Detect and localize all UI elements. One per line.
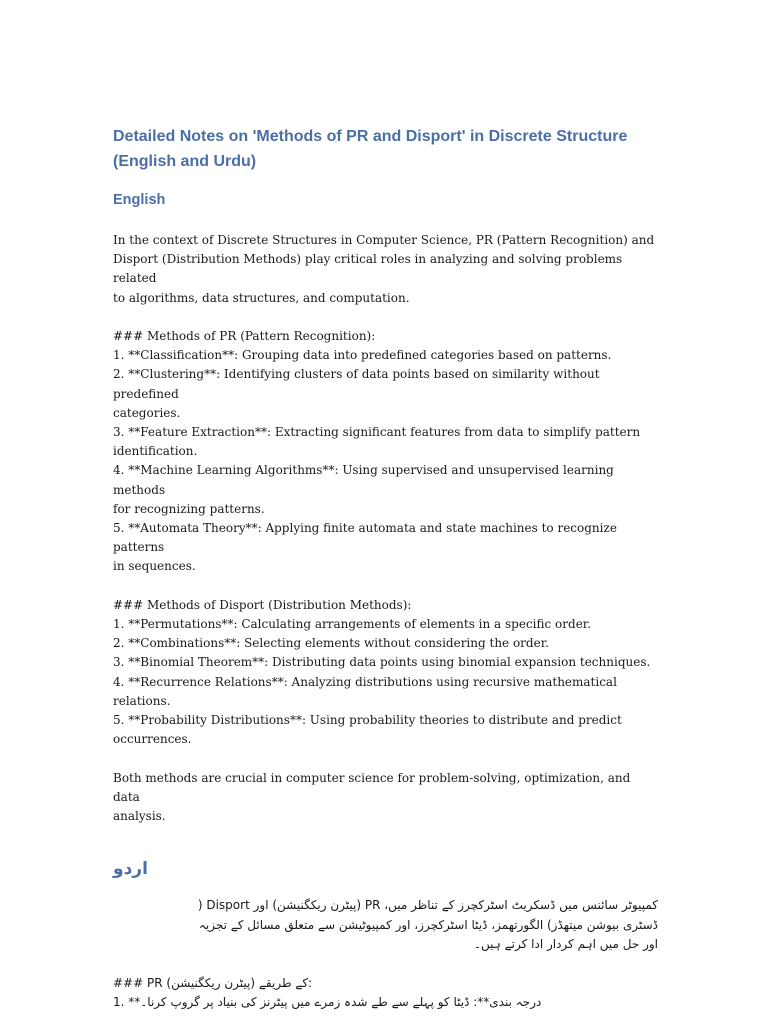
list-item: 5. **Automata Theory**: Applying finite automata and state machines to recognize patterns <box>113 521 617 555</box>
list-item-continuation: in sequences. <box>113 559 196 574</box>
text-line: Both methods are crucial in computer science for problem-solving, optimization, and data <box>113 770 631 804</box>
intro-paragraph <box>113 231 658 308</box>
document-title-line-2: (English and Urdu) <box>113 153 257 170</box>
list-item: 3. **Binomial Theorem**: Distributing data points using binomial expansion techniques. <box>113 655 651 670</box>
list-item-continuation: for recognizing patterns. <box>113 501 265 516</box>
list-item: 2. **Combinations**: Selecting elements without considering the order. <box>113 636 549 651</box>
list-item: 1. **Classification**: Grouping data into predefined categories based on patterns. <box>113 348 612 363</box>
text-line: In the context of Discrete Structures in Computer Science, PR (Pattern Recognition) and <box>113 233 655 247</box>
urdu-intro-paragraph <box>113 896 658 955</box>
text-line: Disport (Distribution Methods) play critical roles in analyzing and solving problems related <box>113 252 623 286</box>
section-heading: ### Methods of Disport (Distribution Methods): <box>113 597 412 612</box>
list-item: 4. **Recurrence Relations**: Analyzing distributions using recursive mathematical <box>113 674 617 689</box>
section-heading: ### Methods of PR (Pattern Recognition): <box>113 329 376 343</box>
document-page <box>113 124 658 1013</box>
disport-methods-section <box>113 596 658 750</box>
list-item-continuation: occurrences. <box>113 732 192 747</box>
list-item: 2. **Clustering**: Identifying clusters of data points based on similarity without predefined <box>113 367 600 401</box>
urdu-text-line: کمپیوٹر سائنس میں ڈسکریٹ اسٹرکچرز کے تناظر میں، PR (پیٹرن ریکگنیشن) اور Disport ( <box>197 898 658 913</box>
document-title-line-1: Detailed Notes on 'Methods of PR and Disport' in Discrete Structure <box>113 128 628 145</box>
english-heading: English <box>113 192 166 208</box>
list-item: 5. **Probability Distributions**: Using probability theories to distribute and predict <box>113 713 622 728</box>
text-line: analysis. <box>113 809 166 824</box>
conclusion-paragraph <box>113 769 658 827</box>
list-item-continuation: identification. <box>113 444 198 459</box>
urdu-text-line: ڈسٹری بیوشن میتھڈز) الگورتھمز، ڈیٹا اسٹرکچرز، اور کمپیوٹیشن سے متعلق مسائل کے تجزیہ <box>198 917 658 932</box>
list-item-continuation: relations. <box>113 693 171 708</box>
list-item-continuation: categories. <box>113 405 181 420</box>
urdu-section-heading: ### PR (پیٹرن ریکگنیشن) کے طریقے: <box>113 975 313 990</box>
list-item: 4. **Machine Learning Algorithms**: Using supervised and unsupervised learning methods <box>113 463 614 497</box>
pr-methods-section <box>113 327 658 577</box>
urdu-list-item: 1. **درجہ بندی**: ڈیٹا کو پہلے سے طے شدہ زمرے میں پیٹرنز کی بنیاد پر گروپ کرنا۔ <box>113 995 542 1010</box>
list-item: 3. **Feature Extraction**: Extracting significant features from data to simplify pattern <box>113 425 641 440</box>
urdu-text-line: اور حل میں اہم کردار ادا کرتے ہیں۔ <box>473 937 658 952</box>
list-item: 1. **Permutations**: Calculating arrangements of elements in a specific order. <box>113 617 592 632</box>
text-line: to algorithms, data structures, and computation. <box>113 290 410 305</box>
urdu-heading: اردو <box>113 859 148 880</box>
